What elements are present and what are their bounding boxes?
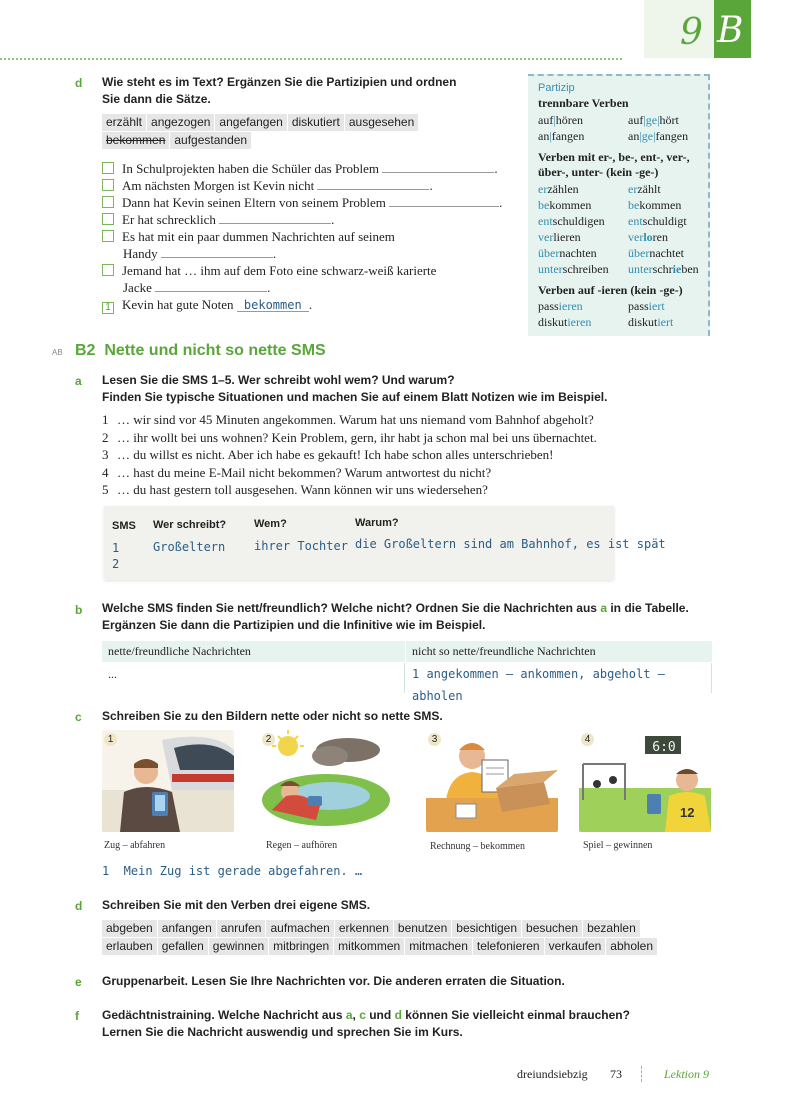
question-text: in die Tabelle. [607, 601, 689, 615]
order-box[interactable] [102, 264, 114, 276]
stem: zählen [547, 182, 579, 196]
sms-text: … ihr wollt bei uns wohnen? Kein Problem, gern, ihr habt ja schon mal bei uns übernachtet. [117, 429, 597, 445]
ab-tag: AB [52, 348, 63, 357]
stem: hört [659, 113, 679, 127]
word-chip: anfangen [158, 920, 216, 937]
grammar-participle: auf|ge|hört [628, 113, 679, 127]
exercise-d-top-question [102, 74, 456, 108]
exercise-e-question: Gruppenarbeit. Lesen Sie Ihre Nachrichten vor. Die anderen erraten die Situation. [102, 974, 565, 988]
punct: . [272, 246, 277, 261]
word-chip: angezogen [147, 114, 214, 131]
grammar-infinitive: an|fangen [538, 129, 585, 143]
punct: . [499, 195, 503, 210]
word-chip: aufgestanden [170, 132, 251, 149]
order-box[interactable] [102, 196, 114, 208]
top-dotted-rule [0, 58, 622, 60]
sentence-text: In Schulprojekten haben die Schüler das Problem [122, 161, 380, 176]
question-line [102, 1007, 630, 1024]
prefix: unter [538, 262, 563, 276]
notes-row-whom: ihrer Tochter [254, 539, 348, 553]
prefix: an [628, 129, 640, 143]
notes-row-who: Großeltern [153, 540, 226, 554]
prefix: unter [628, 262, 653, 276]
footer-lesson: Lektion 9 [664, 1067, 709, 1081]
prefix: auf [628, 113, 644, 127]
sentence-text: Jemand hat … ihm auf dem Foto eine schwarz-weiß karierte [122, 263, 437, 278]
sms-text: … du hast gestern toll ausgesehen. Wann können wir uns wiedersehen? [117, 482, 488, 497]
question-line: Wie steht es im Text? Ergänzen Sie die Partizipien und ordnen [102, 75, 457, 89]
punct: . [308, 297, 313, 312]
picture-caption: Zug – abfahren [104, 840, 166, 851]
suffix: iert [657, 315, 674, 329]
answer-blank[interactable] [155, 279, 267, 292]
stem: zählt [637, 182, 661, 196]
picture-number: 3 [428, 733, 441, 746]
vowel-change: ie [672, 262, 682, 276]
punct: . [267, 280, 271, 295]
sentence-text: Es hat mit ein paar dummen Nachrichten auf seinem [122, 229, 395, 244]
ref-letter: d [394, 1008, 402, 1022]
stem: schr [652, 262, 673, 276]
word-bank-top [102, 114, 432, 150]
answer-blank[interactable] [219, 211, 331, 224]
stem: schuldigen [552, 214, 605, 228]
punct: . [331, 212, 335, 227]
sms-item [102, 446, 597, 464]
sentence-text: Dann hat Kevin seinen Eltern von seinem Problem [122, 195, 386, 210]
word-chip: mitmachen [405, 938, 472, 955]
notes-header-sms: SMS [112, 520, 136, 532]
sentence-text: Er hat schrecklich [122, 212, 216, 227]
stem: nachtet [649, 246, 684, 260]
question-line: Finden Sie typische Situationen und machen Sie auf einem Blatt Notizen wie im Beispiel. [102, 390, 608, 404]
grammar-heading-ieren: Verben auf -ieren (kein -ge-) [538, 283, 683, 297]
picture-caption: Regen – aufhören [266, 840, 338, 851]
exercise-label-c: c [75, 710, 82, 724]
order-box[interactable] [102, 230, 114, 242]
grammar-infinitive [538, 298, 583, 314]
table-cell-not-nice[interactable]: 1 angekommen – ankommen, abgeholt – abholen [406, 663, 712, 693]
stem: nachten [559, 246, 597, 260]
sms-item [102, 429, 597, 447]
stem: ben [681, 262, 699, 276]
picture-caption: Spiel – gewinnen [583, 840, 653, 851]
word-chip: erkennen [335, 920, 393, 937]
answer-blank[interactable] [317, 177, 429, 190]
prefix: er [628, 182, 638, 196]
grammar-participle [628, 314, 673, 330]
exercise-label-d: d [75, 899, 83, 913]
sentence-row [102, 160, 498, 177]
sentence-text: Kevin hat gute Noten [122, 297, 234, 312]
sms-text: … du willst es nicht. Aber ich habe es gekauft! Ich habe schon alles unterschrieben! [117, 447, 554, 462]
exercise-d-question: Schreiben Sie mit den Verben drei eigene SMS. [102, 898, 371, 912]
sentence-text: Handy [123, 246, 158, 261]
exercise-label-f: f [75, 1009, 79, 1023]
sentence-row [102, 228, 395, 245]
answer-blank[interactable] [161, 245, 273, 258]
grammar-participle [628, 181, 661, 197]
sentence-row [102, 262, 436, 279]
prefix: ver [628, 230, 644, 244]
word-chip: aufmachen [266, 920, 333, 937]
question-text: Welche SMS finden Sie nett/freundlich? Welche nicht? Ordnen Sie die Nachrichten aus [102, 601, 601, 615]
stem: schuldigt [642, 214, 687, 228]
stem: pass [628, 299, 649, 313]
grammar-infinitive [538, 229, 581, 245]
word-chip: benutzen [394, 920, 451, 937]
notes-header-whom: Wem? [254, 518, 287, 530]
section-letter: B [717, 10, 744, 51]
sentence-row [102, 177, 433, 194]
sms-number: 3 [102, 447, 109, 462]
sms-number: 1 [102, 412, 109, 427]
order-box[interactable] [102, 179, 114, 191]
exercise-f-question [102, 1007, 630, 1041]
section-title: B2 Nette und nicht so nette SMS [75, 342, 326, 359]
grammar-heading-line: Verben mit er-, be-, ent-, ver-, [538, 150, 690, 164]
picture-caption: Rechnung – bekommen [430, 841, 525, 852]
prefix: auf [538, 113, 554, 127]
question-line: Lesen Sie die SMS 1–5. Wer schreibt wohl wem? Und warum? [102, 373, 455, 387]
answer-filled[interactable]: bekommen [237, 297, 309, 312]
grammar-infinitive [538, 181, 579, 197]
jersey-number: 12 [680, 805, 695, 820]
grammar-heading-inseparable [538, 150, 690, 180]
grammar-heading-line: über-, unter- (kein -ge-) [538, 165, 659, 179]
word-chip: besuchen [522, 920, 582, 937]
question-line: Sie dann die Sätze. [102, 92, 211, 106]
grammar-participle [628, 197, 681, 213]
grammar-infinitive [538, 213, 605, 229]
answer-blank[interactable] [389, 194, 499, 207]
sentence-row [102, 194, 502, 211]
sentence-row [102, 296, 312, 314]
grammar-infinitive [538, 197, 591, 213]
suffix: ieren [567, 315, 592, 329]
exercise-label-e: e [75, 975, 82, 989]
prefix: be [628, 198, 640, 212]
grammar-heading-separable: trennbare Verben [538, 96, 629, 110]
prefix: ver [538, 230, 554, 244]
example-answer: 1 Mein Zug ist gerade abgefahren. … [102, 864, 363, 878]
prefix: ent [538, 214, 553, 228]
word-chip: erlauben [102, 938, 157, 955]
sort-table [102, 641, 712, 703]
exercise-c-question: Schreiben Sie zu den Bildern nette oder nicht so nette SMS. [102, 709, 443, 723]
question-text: Gedächtnistraining. Welche Nachricht aus [102, 1008, 346, 1022]
sms-text: … wir sind vor 45 Minuten angekommen. Warum hat uns niemand vom Bahnhof abgeholt? [117, 412, 594, 427]
word-chip: verkaufen [545, 938, 606, 955]
order-box[interactable] [102, 213, 114, 225]
chapter-tab [644, 0, 714, 58]
sentence-text: Am nächsten Morgen ist Kevin nicht [122, 178, 315, 193]
sms-number: 4 [102, 464, 109, 480]
grammar-infinitive [538, 261, 609, 277]
question-line: Lernen Sie die Nachricht auswendig und sprechen Sie im Kurs. [102, 1025, 463, 1039]
picture-number: 4 [581, 733, 594, 746]
word-chip: besichtigen [452, 920, 521, 937]
word-bank-bottom [102, 920, 702, 956]
picture-number: 2 [262, 733, 275, 746]
sentence-text: Jacke [123, 280, 152, 295]
stem: kommen [549, 198, 592, 212]
footer-page-word: dreiundsiebzig [517, 1067, 588, 1081]
stem: fangen [655, 129, 689, 143]
sms-item [102, 481, 597, 499]
sms-text: … hast du meine E-Mail nicht bekommen? Warum antwortest du nicht? [117, 464, 492, 480]
word-chip: mitbringen [269, 938, 333, 955]
stem: schreiben [562, 262, 609, 276]
illustration-rain [260, 730, 392, 832]
ref-letter: c [359, 1008, 366, 1022]
prefix: an [538, 129, 550, 143]
grammar-participle [628, 298, 665, 314]
exercise-b-question [102, 600, 689, 634]
illustration-train [102, 730, 234, 832]
word-chip: abholen [606, 938, 657, 955]
prefix: über [628, 246, 650, 260]
exercise-label-b: b [75, 603, 83, 617]
suffix: iert [648, 299, 665, 313]
notes-row-number: 2 [112, 557, 120, 571]
word-chip: ausgesehen [345, 114, 418, 131]
notes-row-number: 1 [112, 541, 120, 555]
sms-item [102, 411, 597, 429]
punct: . [494, 161, 498, 176]
word-chip: telefonieren [473, 938, 544, 955]
footer-divider [641, 1066, 642, 1082]
stem: hören [555, 113, 584, 127]
table-header-not-nice: nicht so nette/freundliche Nachrichten [406, 641, 712, 662]
stem: diskut [628, 315, 658, 329]
punct: . [429, 178, 433, 193]
word-chip: gewinnen [209, 938, 268, 955]
sms-number: 2 [102, 429, 109, 445]
prefix: be [538, 198, 550, 212]
word-chip: angefangen [215, 114, 286, 131]
suffix: ieren [558, 299, 583, 313]
notes-header-who: Wer schreibt? [153, 519, 227, 531]
grammar-participle [628, 229, 668, 245]
prefix: er [538, 182, 548, 196]
stem: kommen [639, 198, 682, 212]
footer-page-number: 73 [610, 1067, 622, 1081]
sms-list [102, 411, 597, 499]
ge-infix: ge [641, 129, 654, 143]
word-chip: erzählt [102, 114, 146, 131]
vowel-change: lo [643, 230, 653, 244]
notes-header-why: Warum? [355, 517, 399, 529]
ref-letter: a [345, 1008, 353, 1022]
scoreboard-text: 6:0 [652, 740, 676, 755]
sms-number: 5 [102, 482, 109, 497]
stem: lieren [553, 230, 581, 244]
grammar-participle [628, 245, 684, 261]
chapter-number: 9 [680, 12, 703, 53]
table-header-nice: nette/freundliche Nachrichten [102, 641, 405, 662]
grammar-participle: an|ge|fangen [628, 129, 689, 143]
sentence-row-continued [123, 245, 276, 262]
exercise-label-a: a [75, 374, 82, 388]
stem: ren [652, 230, 668, 244]
ge-infix: ge [645, 113, 658, 127]
exercise-a-question [102, 372, 607, 406]
word-chip: anrufen [217, 920, 266, 937]
word-chip: bezahlen [583, 920, 640, 937]
word-chip: diskutiert [288, 114, 344, 131]
exercise-label-d-top: d [75, 76, 83, 90]
question-text: können Sie vielleicht einmal brauchen? [401, 1008, 630, 1022]
grammar-infinitive [538, 245, 597, 261]
sentence-row [102, 211, 334, 228]
grammar-title: Partizip [538, 82, 575, 94]
word-chip: mitkommen [334, 938, 404, 955]
order-box[interactable]: 1 [102, 302, 114, 314]
prefix: ent [628, 214, 643, 228]
question-line [102, 600, 689, 617]
prefix: über [538, 246, 560, 260]
table-cell-nice[interactable]: ... [102, 663, 405, 693]
grammar-infinitive: auf|hören [538, 113, 584, 127]
picture-number: 1 [104, 733, 117, 746]
stem: fangen [551, 129, 585, 143]
word-chip-used: bekommen [102, 132, 169, 149]
word-chip: gefallen [158, 938, 208, 955]
grammar-participle [628, 213, 687, 229]
word-chip: abgeben [102, 920, 157, 937]
notes-row-why: die Großeltern sind am Bahnhof, es ist spät [355, 537, 666, 551]
sentence-row-continued [123, 279, 270, 296]
grammar-infinitive [538, 314, 591, 330]
stem: pass [538, 299, 559, 313]
stem: diskut [538, 315, 568, 329]
illustration-bill [426, 730, 558, 832]
ref-letter: a [600, 601, 607, 615]
answer-blank[interactable] [382, 160, 494, 173]
question-text: und [365, 1008, 395, 1022]
sms-item [102, 464, 597, 482]
order-box[interactable] [102, 162, 114, 174]
question-text: , [352, 1008, 360, 1022]
grammar-participle [628, 261, 699, 277]
question-line: Ergänzen Sie dann die Partizipien und die Infinitive wie im Beispiel. [102, 618, 486, 632]
